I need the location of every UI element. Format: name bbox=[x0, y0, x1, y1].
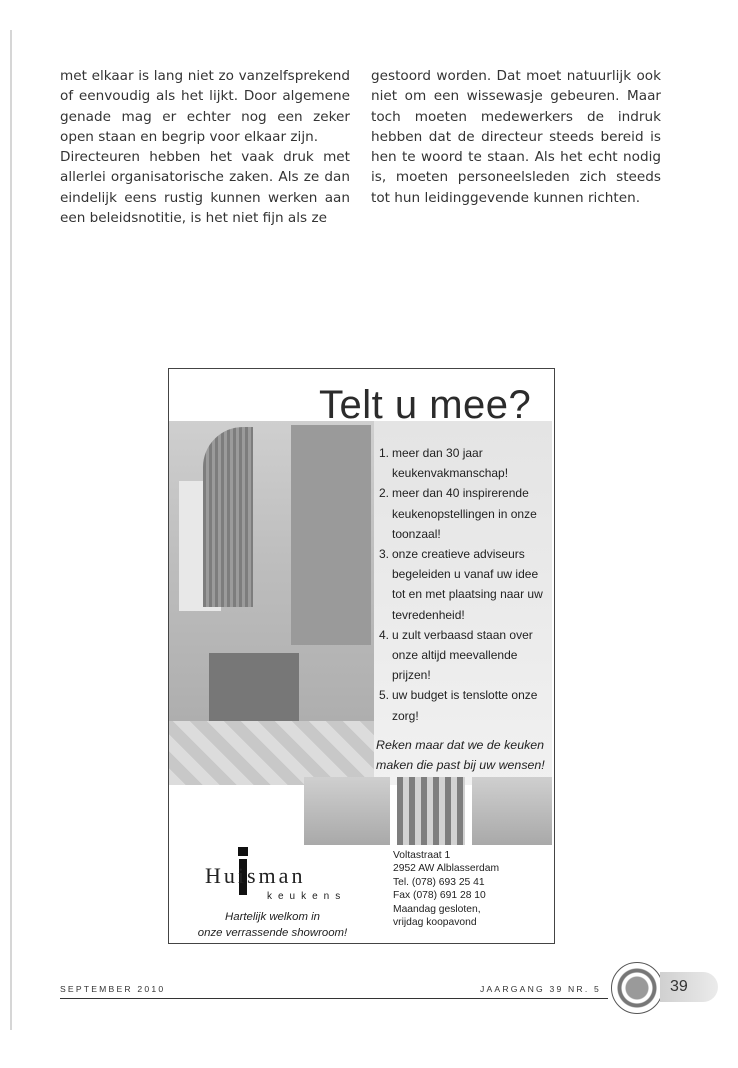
address-block bbox=[393, 849, 543, 929]
address-line: Tel. (078) 693 25 41 bbox=[393, 876, 485, 888]
page-number-tab bbox=[660, 972, 718, 1002]
photo-thumb-jugs bbox=[304, 777, 390, 845]
photo-floor bbox=[169, 721, 374, 785]
address-line: 2952 AW Alblasserdam bbox=[393, 863, 500, 875]
logo-dot bbox=[238, 847, 248, 856]
photo-curtain bbox=[203, 427, 253, 607]
logo-subtitle: keukens bbox=[267, 891, 347, 902]
page-edge-rule bbox=[10, 30, 12, 1030]
paragraph: Directeuren hebben het vaak druk met allerlei organisatorische zaken. Als ze dan eindelijk eens rustig kunnen werken aan een beleidsnotitie, is het niet fijn als ze bbox=[60, 149, 350, 227]
list-item: 3. onze creatieve adviseurs begeleiden u vanaf uw idee tot en met plaatsing naar uw tevredenheid! bbox=[379, 547, 543, 622]
footer-volume: JAARGANG 39 NR. 5 bbox=[480, 984, 601, 994]
kitchen-photo bbox=[169, 421, 374, 785]
welcome-text: Hartelijk welkom in onze verrassende showroom! bbox=[197, 911, 348, 939]
ad-slogan: Reken maar dat we de keuken maken die past bij uw wensen! bbox=[376, 738, 545, 772]
paragraph: gestoord worden. Dat moet natuurlijk ook niet om een wissewasje gebeuren. Maar toch moeten medewerkers de indruk hebben dat de directeur steeds bereid is hen te woord te staan. Als het echt nodig is, moeten personeelsleden zich steeds tot hun leidinggevende kunnen richten. bbox=[371, 68, 661, 206]
list-item: 5. uw budget is tenslotte onze zorg! bbox=[379, 688, 538, 723]
photo-thumb-dining bbox=[472, 777, 552, 845]
page-number: 39 bbox=[670, 978, 688, 995]
footer-rule bbox=[60, 998, 608, 999]
footer-date: SEPTEMBER 2010 bbox=[60, 984, 166, 994]
address-line: Maandag gesloten, bbox=[393, 903, 481, 915]
address-line: vrijdag koopavond bbox=[393, 917, 477, 929]
list-item: 1. meer dan 30 jaar keukenvakmanschap! bbox=[379, 446, 509, 481]
benefits-list bbox=[379, 443, 551, 726]
address-line: Fax (078) 691 28 10 bbox=[393, 890, 486, 902]
ad-headline: Telt u mee? bbox=[319, 383, 532, 427]
article-column-left bbox=[60, 66, 350, 228]
advertisement bbox=[168, 368, 555, 944]
address-line: Voltastraat 1 bbox=[393, 850, 451, 861]
photo-cabinet bbox=[291, 425, 371, 645]
seal-icon bbox=[611, 962, 663, 1014]
logo-wordmark: Huisman bbox=[205, 863, 306, 888]
list-item: 4. u zult verbaasd staan over onze altijd meevallende prijzen! bbox=[379, 627, 533, 683]
list-item: 2. meer dan 40 inspirerende keukenopstellingen in onze toonzaal! bbox=[379, 486, 537, 541]
article-column-right bbox=[371, 66, 661, 208]
paragraph: met elkaar is lang niet zo vanzelfsprekend of eenvoudig als het lijkt. Door algemene genade mag er echter nog een zeker open staan en begrip voor elkaar zijn. bbox=[60, 68, 350, 145]
huisman-logo bbox=[187, 847, 347, 907]
photo-thumb-plates bbox=[397, 777, 465, 845]
